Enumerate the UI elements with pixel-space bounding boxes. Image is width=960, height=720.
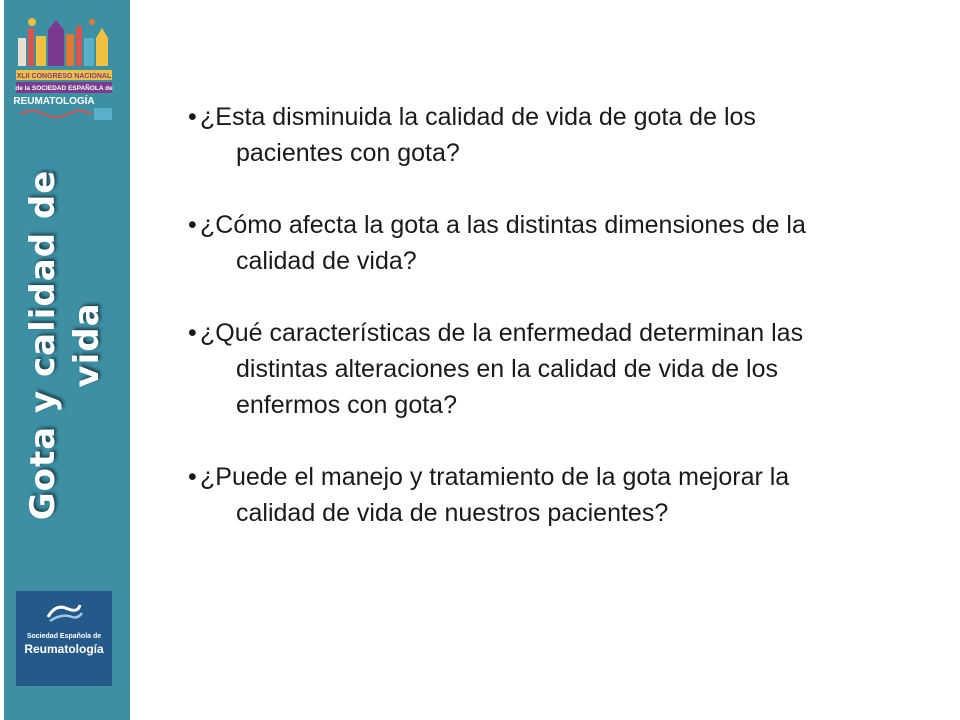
- ser-logo-line2: Reumatología: [24, 642, 104, 656]
- bullet-line: enfermos con gota?: [236, 391, 457, 419]
- bullet-line: ¿Cómo afecta la gota a las distintas dimensiones de la: [200, 211, 806, 239]
- bullet-line: ¿Esta disminuida la calidad de vida de gota de los: [200, 103, 756, 131]
- ser-logo-mark-icon: [44, 601, 84, 625]
- bullet-item: [188, 459, 918, 531]
- bullet-dot: •: [188, 463, 197, 491]
- sidebar: [0, 0, 130, 720]
- bullet-line: calidad de vida?: [236, 247, 417, 275]
- ser-logo: [16, 591, 112, 686]
- bullet-dot: •: [188, 319, 197, 347]
- bullet-line: distintas alteraciones en la calidad de vida de los: [236, 355, 779, 383]
- bullet-line: ¿Puede el manejo y tratamiento de la gota mejorar la: [200, 463, 790, 491]
- ser-logo-line1: Sociedad Española de: [26, 633, 102, 640]
- bullet-dot: •: [188, 103, 197, 131]
- bullet-dot: •: [188, 211, 197, 239]
- sidebar-title: Gota y calidad de vida: [23, 169, 107, 521]
- bullet-line: calidad de vida de nuestros pacientes?: [236, 499, 669, 527]
- svg-text:XLII CONGRESO NACIONAL: XLII CONGRESO NACIONAL: [16, 73, 112, 80]
- bullet-list: [188, 99, 918, 567]
- svg-text:de la SOCIEDAD ESPAÑOLA de: de la SOCIEDAD ESPAÑOLA de: [15, 85, 113, 92]
- sidebar-edge: [0, 0, 4, 720]
- bullet-line: pacientes con gota?: [236, 139, 460, 167]
- bullet-item: [188, 207, 918, 279]
- bullet-item: [188, 315, 918, 423]
- svg-text:REUMATOLOGÍA: REUMATOLOGÍA: [13, 96, 95, 107]
- bullet-line: ¿Qué características de la enfermedad determinan las: [200, 319, 804, 347]
- congress-logo: [12, 8, 116, 126]
- bullet-item: [188, 99, 918, 171]
